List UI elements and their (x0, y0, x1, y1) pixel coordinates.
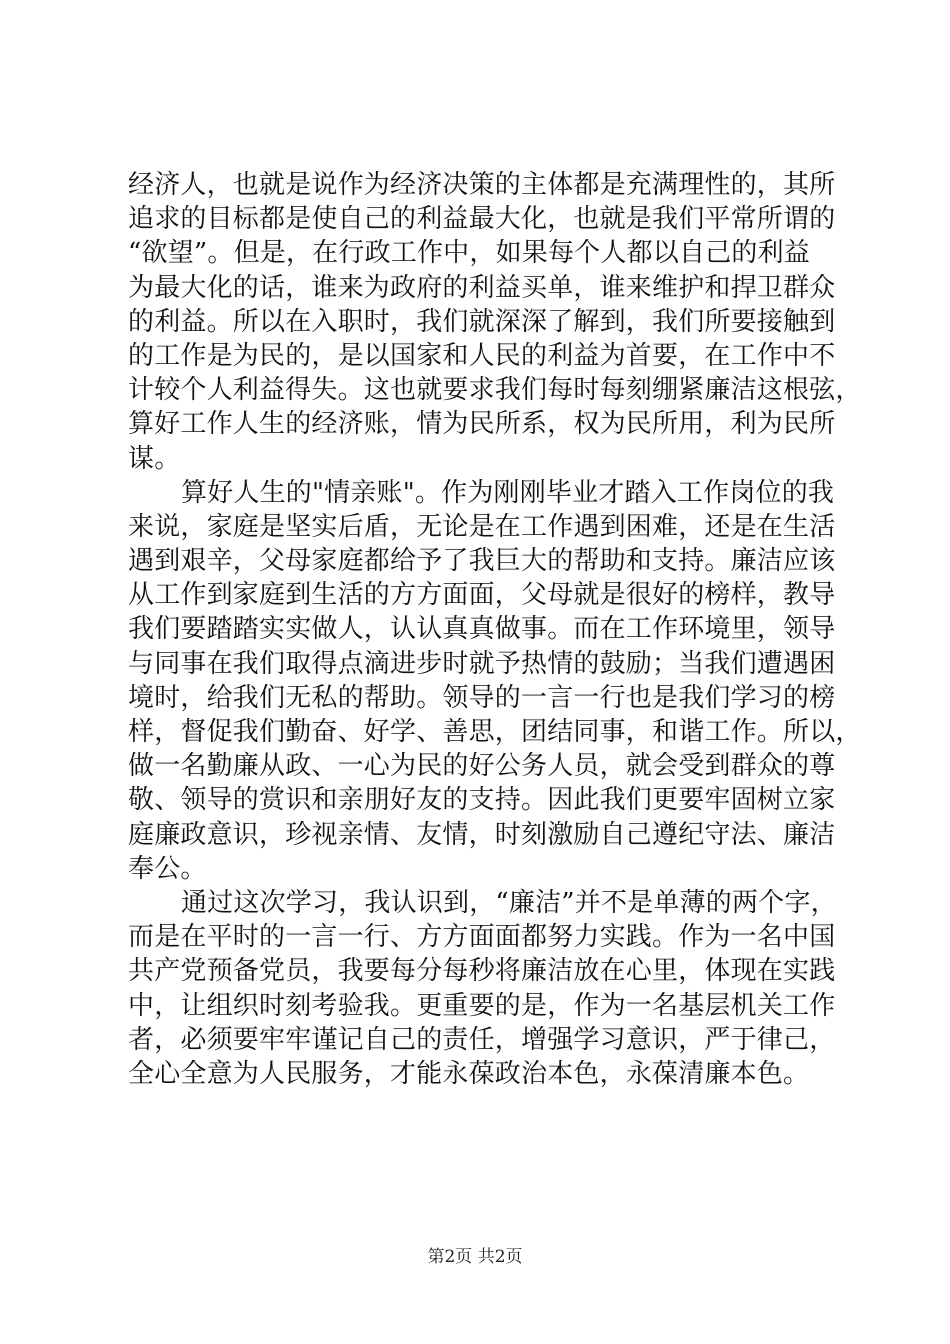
text-line: 奉公。 (128, 853, 207, 884)
text-line: 算好工作人生的经济账，情为民所系，权为民所用，利为民所 (128, 409, 836, 440)
text-line: 通过这次学习，我认识到，“廉洁”并不是单薄的两个字， (181, 887, 837, 918)
page-footer: 第2页 共2页 (427, 1247, 523, 1267)
text-line: 追求的目标都是使自己的利益最大化，也就是我们平常所谓的 (128, 204, 836, 235)
text-line: 计较个人利益得失。这也就要求我们每时每刻绷紧廉洁这根弦， (128, 375, 862, 406)
text-line: 敬、领导的赏识和亲朋好友的支持。因此我们更要牢固树立家 (128, 785, 836, 816)
text-line: 样，督促我们勤奋、好学、善思，团结同事，和谐工作。所以， (128, 717, 862, 747)
text-line: 庭廉政意识，珍视亲情、友情，时刻激励自己遵纪守法、廉洁 (128, 819, 836, 850)
text-line: 而是在平时的一言一行、方方面面都努力实践。作为一名中国 (128, 922, 836, 953)
text-line: 经济人，也就是说作为经济决策的主体都是充满理性的，其所 (128, 170, 836, 200)
text-line: “欲望”。但是，在行政工作中，如果每个人都以自己的利益 (128, 238, 810, 269)
text-line: 与同事在我们取得点滴进步时就予热情的鼓励；当我们遭遇困 (128, 648, 836, 679)
text-line: 共产党预备党员，我要每分每秒将廉洁放在心里，体现在实践 (128, 956, 836, 987)
text-line: 遇到艰辛，父母家庭都给予了我巨大的帮助和支持。廉洁应该 (128, 546, 836, 577)
text-line: 来说，家庭是坚实后盾，无论是在工作遇到困难，还是在生活 (128, 511, 836, 542)
text-line: 中，让组织时刻考验我。更重要的是，作为一名基层机关工作 (128, 990, 836, 1021)
text-line: 谋。 (128, 443, 181, 474)
text-line: 算好人生的"情亲账"。作为刚刚毕业才踏入工作岗位的我 (181, 477, 835, 508)
text-line: 境时，给我们无私的帮助。领导的一言一行也是我们学习的榜 (128, 682, 836, 713)
text-line: 我们要踏踏实实做人，认认真真做事。而在工作环境里，领导 (128, 614, 836, 645)
text-line: 从工作到家庭到生活的方方面面，父母就是很好的榜样，教导 (128, 580, 836, 611)
text-line: 全心全意为人民服务，才能永葆政治本色，永葆清廉本色。 (128, 1058, 810, 1089)
text-line: 者，必须要牢牢谨记自己的责任，增强学习意识，严于律己， (128, 1024, 836, 1055)
text-line: 为最大化的话，谁来为政府的利益买单，谁来维护和捍卫群众 (128, 272, 836, 303)
document-body (128, 168, 862, 1091)
text-line: 的工作是为民的，是以国家和人民的利益为首要，在工作中不 (128, 340, 836, 371)
text-line: 做一名勤廉从政、一心为民的好公务人员，就会受到群众的尊 (128, 751, 836, 782)
text-line: 的利益。所以在入职时，我们就深深了解到，我们所要接触到 (128, 306, 836, 337)
